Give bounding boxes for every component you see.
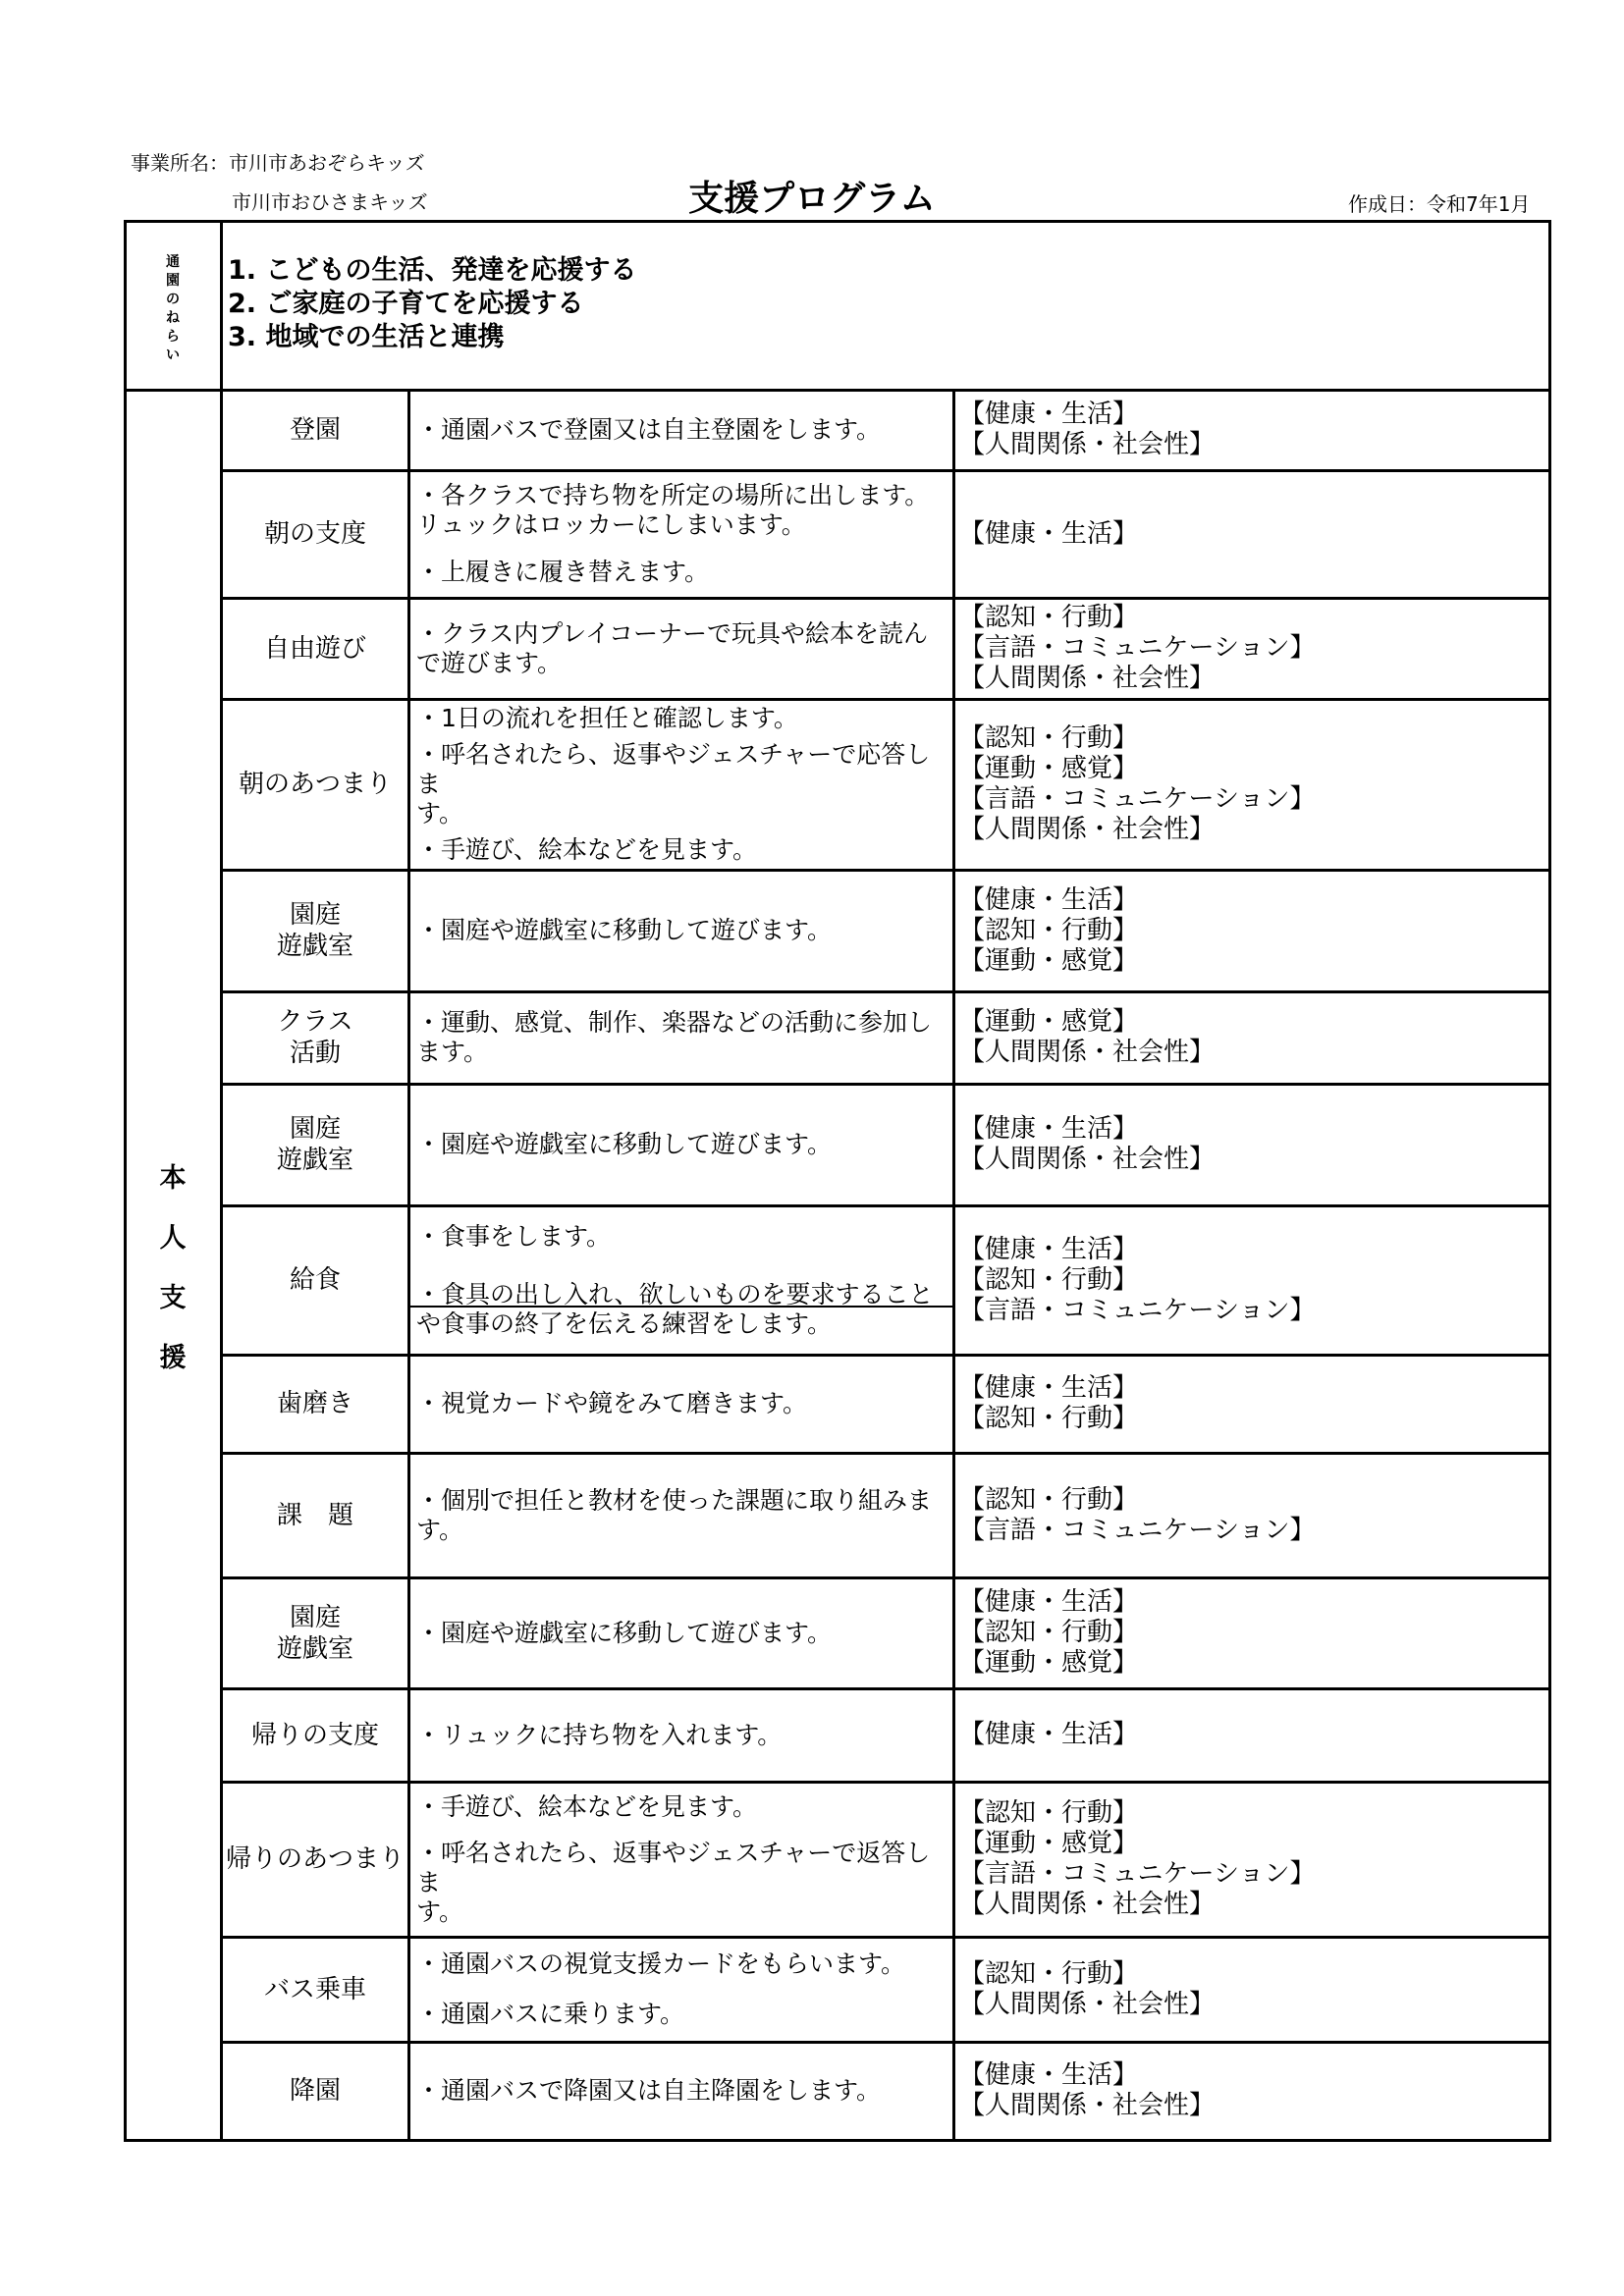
- support-area-tag: 【運動・感覚】: [959, 754, 1139, 783]
- support-area-tag: 【人間関係・社会性】: [959, 1989, 1216, 2019]
- activity-label: 遊戯室: [276, 932, 353, 961]
- support-area-tag: 【人間関係・社会性】: [959, 664, 1216, 693]
- section-label-individual-support: [126, 1148, 220, 1388]
- activity-label: 課 題: [276, 1500, 353, 1530]
- aims-label-char: ら: [166, 328, 180, 345]
- support-area-cell: [955, 1579, 1544, 1686]
- activity-cell: [223, 701, 407, 868]
- activity-cell: [223, 1939, 407, 2040]
- description-line: ・個別で担任と教材を使った課題に取り組みま: [416, 1485, 933, 1515]
- activity-label: 歯磨き: [276, 1389, 353, 1418]
- description-line: ・園庭や遊戯室に移動して遊びます。: [416, 916, 833, 944]
- description-line: ・園庭や遊戯室に移動して遊びます。: [416, 1130, 833, 1158]
- office-name-line2: 市川市おひさまキッズ: [232, 190, 428, 214]
- description-cell: [410, 1784, 952, 1935]
- description-text: [416, 558, 952, 587]
- aims-label-char: の: [166, 291, 180, 307]
- description-text: [416, 1839, 952, 1927]
- description-line: ・食具の出し入れ、欲しいものを要求すること: [416, 1279, 934, 1308]
- description-line: ・通園バスで降園又は自主降園をします。: [416, 2076, 882, 2105]
- aim-item: 2. ご家庭の子育てを応援する: [228, 289, 584, 319]
- support-area-tag: 【認知・行動】: [959, 1404, 1139, 1433]
- support-area-tag: 【人間関係・社会性】: [959, 2091, 1216, 2120]
- support-area-tag: 【運動・感覚】: [959, 945, 1139, 976]
- description-text: [416, 740, 952, 828]
- description-cell: [410, 392, 952, 468]
- support-area-tag: 【運動・感覚】: [959, 1648, 1139, 1678]
- description-text: [416, 2000, 952, 2029]
- activity-label: 朝の支度: [263, 519, 366, 549]
- description-line: ・上履きに履き替えます。: [416, 558, 710, 586]
- activity-label: 活動: [289, 1039, 341, 1068]
- support-area-cell: [955, 1357, 1544, 1451]
- activity-cell: [223, 1455, 407, 1575]
- support-area-cell: [955, 1207, 1544, 1353]
- support-area-cell: [955, 472, 1544, 596]
- support-area-tag: 【人間関係・社会性】: [959, 1145, 1216, 1174]
- description-line: ・食事をします。: [416, 1221, 612, 1251]
- activity-label: 自由遊び: [263, 633, 366, 664]
- description-cell: [410, 2044, 952, 2138]
- activity-cell: [223, 872, 407, 989]
- activity-cell: [223, 2044, 407, 2138]
- aims-label-char: 園: [166, 272, 180, 289]
- description-cell: [410, 1357, 952, 1451]
- support-area-cell: [955, 392, 1544, 468]
- description-cell: [410, 872, 952, 989]
- description-line: ・各クラスで持ち物を所定の場所に出します。: [416, 481, 930, 509]
- activity-label: 園庭: [289, 1602, 341, 1632]
- description-text: [416, 1792, 952, 1822]
- activity-label: 園庭: [289, 1114, 341, 1144]
- support-area-cell: [955, 1455, 1544, 1575]
- aims-list: [228, 254, 636, 354]
- description-line: ・クラス内プレイコーナーで玩具や絵本を読ん: [416, 618, 929, 648]
- description-line: ・園庭や遊戯室に移動して遊びます。: [416, 1618, 833, 1647]
- support-area-tag: 【認知・行動】: [959, 1264, 1139, 1295]
- description-line: ・運動、感覚、制作、楽器などの活動に参加し: [416, 1008, 933, 1037]
- activity-cell: [223, 1690, 407, 1780]
- activity-label: バス乗車: [263, 1974, 366, 2004]
- support-area-tag: 【健康・生活】: [959, 400, 1139, 429]
- support-area-tag: 【認知・行動】: [959, 1958, 1139, 1989]
- support-area-cell: [955, 701, 1544, 868]
- activity-label: 帰りのあつまり: [225, 1844, 405, 1874]
- support-area-cell: [955, 1690, 1544, 1780]
- description-text: [416, 1222, 952, 1252]
- page-title: 支援プログラム: [688, 179, 936, 219]
- activity-label: 降園: [289, 2076, 341, 2106]
- description-cell: [410, 1939, 952, 2040]
- activity-cell: [223, 1784, 407, 1935]
- description-cell: [410, 1086, 952, 1203]
- created-date: 作成日：令和7年1月: [1348, 192, 1531, 216]
- description-line: ・呼名されたら、返事やジェスチャーで返答しま: [416, 1838, 931, 1896]
- description-text: [416, 916, 952, 945]
- support-area-tag: 【人間関係・社会性】: [959, 430, 1216, 459]
- support-area-tag: 【健康・生活】: [959, 1234, 1139, 1264]
- description-line: ・1日の流れを担任と確認します。: [416, 704, 798, 733]
- support-area-tag: 【健康・生活】: [959, 884, 1139, 915]
- description-text: [416, 1008, 952, 1067]
- activity-cell: [223, 472, 407, 596]
- support-area-tag: 【健康・生活】: [959, 2060, 1139, 2090]
- support-area-tag: 【言語・コミュニケーション】: [959, 1515, 1316, 1545]
- support-area-tag: 【人間関係・社会性】: [959, 1038, 1216, 1067]
- activity-label: 給食: [289, 1265, 341, 1295]
- description-line: ・通園バスの視覚支援カードをもらいます。: [416, 1949, 906, 1978]
- support-area-tag: 【健康・生活】: [959, 518, 1139, 549]
- activity-cell: [223, 1207, 407, 1353]
- activity-cell: [223, 1357, 407, 1451]
- aims-label: [126, 228, 220, 390]
- activity-label: 登園: [289, 415, 341, 445]
- support-area-cell: [955, 600, 1544, 697]
- activity-label: 朝のあつまり: [238, 770, 392, 799]
- activity-label: 園庭: [289, 900, 341, 930]
- description-cell: [410, 1455, 952, 1575]
- aims-label-char: い: [166, 347, 180, 363]
- description-line: す。: [416, 1896, 464, 1926]
- description-text: [416, 1280, 952, 1339]
- description-text: [416, 1721, 952, 1750]
- aim-item: 3. 地域での生活と連携: [228, 322, 505, 352]
- description-cell: [410, 993, 952, 1082]
- description-line: ・視覚カードや鏡をみて磨きます。: [416, 1389, 808, 1417]
- support-area-tag: 【言語・コミュニケーション】: [959, 1295, 1316, 1325]
- description-line: す。: [416, 1515, 464, 1544]
- activity-cell: [223, 1579, 407, 1686]
- description-text: [416, 481, 952, 540]
- description-text: [416, 835, 952, 865]
- support-area-tag: 【健康・生活】: [959, 1373, 1139, 1403]
- support-area-tag: 【認知・行動】: [959, 603, 1139, 632]
- support-area-tag: 【運動・感覚】: [959, 1829, 1139, 1858]
- activity-cell: [223, 1086, 407, 1203]
- description-cell: [410, 600, 952, 697]
- description-cell: [410, 472, 952, 596]
- aim-item: 1. こどもの生活、発達を応援する: [228, 255, 637, 286]
- support-area-cell: [955, 1086, 1544, 1203]
- activity-cell: [223, 392, 407, 468]
- support-area-cell: [955, 2044, 1544, 2138]
- section-label-char: 人: [159, 1223, 187, 1254]
- support-area-cell: [955, 872, 1544, 989]
- support-area-tag: 【健康・生活】: [959, 1720, 1139, 1749]
- description-text: [416, 1130, 952, 1159]
- description-text: [416, 1949, 952, 1979]
- section-label-char: 援: [159, 1343, 187, 1373]
- description-line: で遊びます。: [416, 648, 563, 677]
- support-area-tag: 【認知・行動】: [959, 915, 1139, 945]
- description-text: [416, 704, 952, 733]
- support-area-tag: 【言語・コミュニケーション】: [959, 1859, 1316, 1889]
- description-cell: [410, 1579, 952, 1686]
- description-cell: [410, 701, 952, 868]
- description-line: リュックはロッカーにしまいます。: [416, 510, 806, 539]
- support-area-tag: 【認知・行動】: [959, 1798, 1139, 1828]
- description-line: ・手遊び、絵本などを見ます。: [416, 834, 758, 864]
- description-line: や食事の終了を伝える練習をします。: [416, 1308, 833, 1338]
- activity-label: クラス: [277, 1007, 353, 1037]
- support-area-cell: [955, 1939, 1544, 2040]
- activity-label: 遊戯室: [276, 1633, 353, 1664]
- description-text: [416, 1486, 952, 1545]
- aims-label-char: ね: [166, 309, 180, 326]
- description-text: [416, 1619, 952, 1648]
- aims-label-char: 通: [166, 253, 180, 270]
- description-cell: [410, 1690, 952, 1780]
- description-line: ・通園バスに乗ります。: [416, 2000, 685, 2029]
- description-line: す。: [416, 798, 464, 828]
- support-area-tag: 【認知・行動】: [959, 723, 1139, 753]
- activity-label: 帰りの支度: [250, 1720, 379, 1750]
- support-area-tag: 【健康・生活】: [959, 1114, 1139, 1144]
- description-line: ・通園バスで登園又は自主登園をします。: [416, 415, 882, 444]
- support-area-cell: [955, 993, 1544, 1082]
- support-area-tag: 【認知・行動】: [959, 1484, 1139, 1515]
- support-area-tag: 【健康・生活】: [959, 1587, 1139, 1617]
- description-line: ・呼名されたら、返事やジェスチャーで応答しま: [416, 739, 931, 798]
- section-label-char: 本: [159, 1163, 187, 1194]
- description-line: ます。: [416, 1038, 489, 1066]
- section-label-char: 支: [159, 1283, 187, 1313]
- description-line: ・手遊び、絵本などを見ます。: [416, 1791, 758, 1821]
- support-area-cell: [955, 1784, 1544, 1935]
- support-area-tag: 【認知・行動】: [959, 1618, 1139, 1647]
- description-line: ・リュックに持ち物を入れます。: [416, 1720, 783, 1749]
- description-cell: [410, 1207, 952, 1353]
- office-name-line1: 事業所名：市川市あおぞらキッズ: [131, 151, 425, 175]
- description-text: [416, 415, 952, 445]
- description-text: [416, 2076, 952, 2106]
- support-area-tag: 【運動・感覚】: [959, 1007, 1139, 1037]
- description-text: [416, 1389, 952, 1418]
- support-area-tag: 【人間関係・社会性】: [959, 815, 1216, 844]
- activity-cell: [223, 993, 407, 1082]
- activity-cell: [223, 600, 407, 697]
- support-area-tag: 【言語・コミュニケーション】: [959, 784, 1316, 814]
- support-area-tag: 【言語・コミュニケーション】: [959, 633, 1316, 663]
- description-text: [416, 619, 952, 678]
- support-area-tag: 【人間関係・社会性】: [959, 1890, 1216, 1919]
- activity-label: 遊戯室: [276, 1146, 353, 1175]
